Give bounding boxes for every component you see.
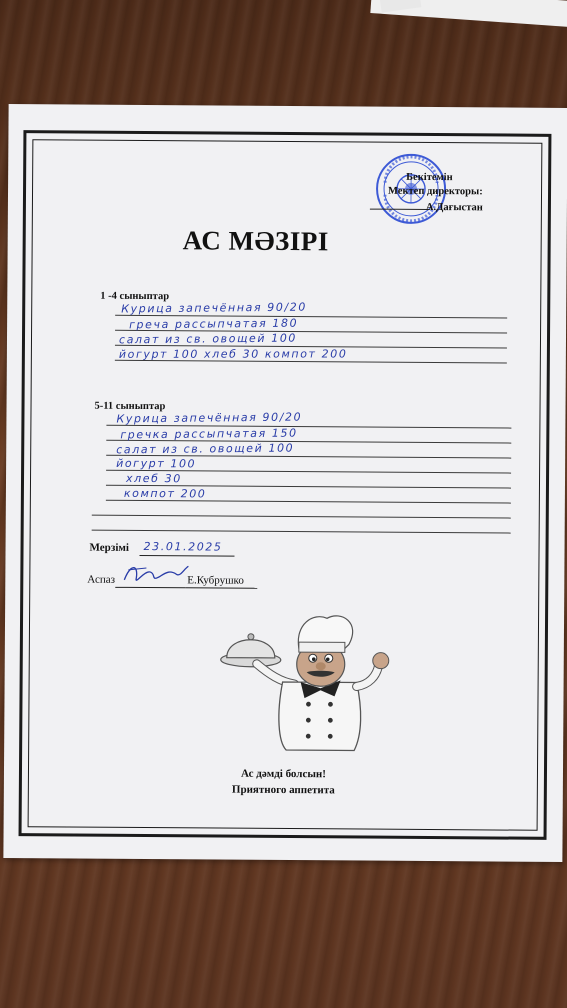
section2-item: компот 200 [123,486,207,501]
section2-item: салат из св. овощей 100 [116,441,295,457]
footer-kazakh: Ас дәмді болсын! [240,767,326,781]
page-title: АС МӘЗІРІ [182,225,329,257]
section2-item: гречка рассыпчатая 150 [120,426,298,442]
cook-signature [120,560,192,589]
section2-label: 5-11 сыныптар [94,400,166,413]
approval-line3: А.Дағыстан [425,201,483,214]
approval-line1: Бекітемін [406,171,453,184]
section1-label: 1 -4 сыныптар [100,290,170,303]
cook-label: Аспаз [87,573,116,586]
section2-item: йогурт 100 [116,456,197,471]
section2-item: Курица запечённая 90/20 [116,410,303,426]
section1-item: греча рассыпчатая 180 [129,316,299,332]
section1-item: йогурт 100 хлеб 30 компот 200 [118,347,348,361]
chef-with-platter-icon [216,604,395,753]
menu-sheet [3,104,567,862]
footer-russian: Приятного аппетита [231,783,335,797]
section1-item: Курица запечённая 90/20 [121,300,308,316]
cook-name: Е.Кубрушко [187,574,244,587]
section2-item: хлеб 30 [125,471,182,486]
section1-item: салат из св. овощей 100 [118,331,298,347]
approval-line2: Мектеп директоры: [388,185,483,198]
date-label: Мерзімі [89,541,129,554]
date-value: 23.01.2025 [143,540,223,554]
